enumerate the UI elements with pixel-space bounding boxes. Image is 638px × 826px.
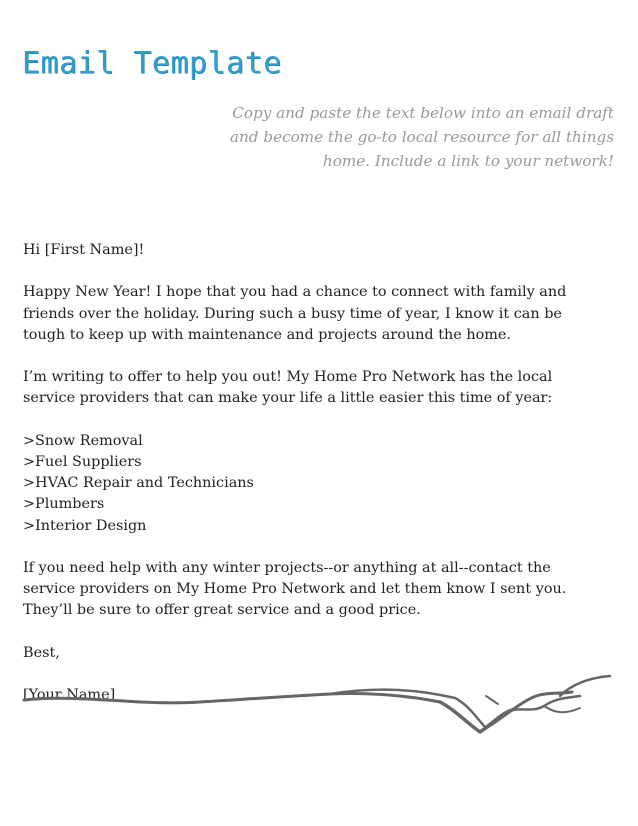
service-item: >Fuel Suppliers [23,453,142,470]
signature-name: [Your Name] [23,687,116,704]
paragraph-new-year [23,282,618,346]
service-item: >Interior Design [23,517,147,534]
intro-instructions [214,101,614,173]
email-body [23,240,618,728]
paragraph-offer [23,367,618,409]
intro-line: Copy and paste the text below into an email draft [232,104,614,122]
intro-line: home. Include a link to your network! [322,152,614,170]
page-title: Email Template [22,46,282,82]
service-item: >Snow Removal [23,432,143,449]
paragraph-line: service providers that can make your life a little easier this time of year: [23,390,553,407]
paragraph-contact [23,558,618,622]
paragraph-line: If you need help with any winter projects--or anything at all--contact the [23,559,551,576]
paragraph-line: They’ll be sure to offer great service and a good price. [23,602,421,619]
paragraph-line: Happy New Year! I hope that you had a chance to connect with family and [23,284,567,301]
intro-line: and become the go-to local resource for all things [229,128,614,146]
paragraph-line: friends over the holiday. During such a busy time of year, I know it can be [23,305,562,322]
paragraph-line: I’m writing to offer to help you out! My Home Pro Network has the local [23,369,553,386]
paragraph-line: tough to keep up with maintenance and projects around the home. [23,326,512,343]
service-list [23,431,618,537]
closing: Best, [23,644,60,661]
service-item: >Plumbers [23,496,105,513]
greeting: Hi [First Name]! [23,242,145,258]
service-item: >HVAC Repair and Technicians [23,475,254,492]
paragraph-line: service providers on My Home Pro Network and let them know I sent you. [23,581,567,598]
